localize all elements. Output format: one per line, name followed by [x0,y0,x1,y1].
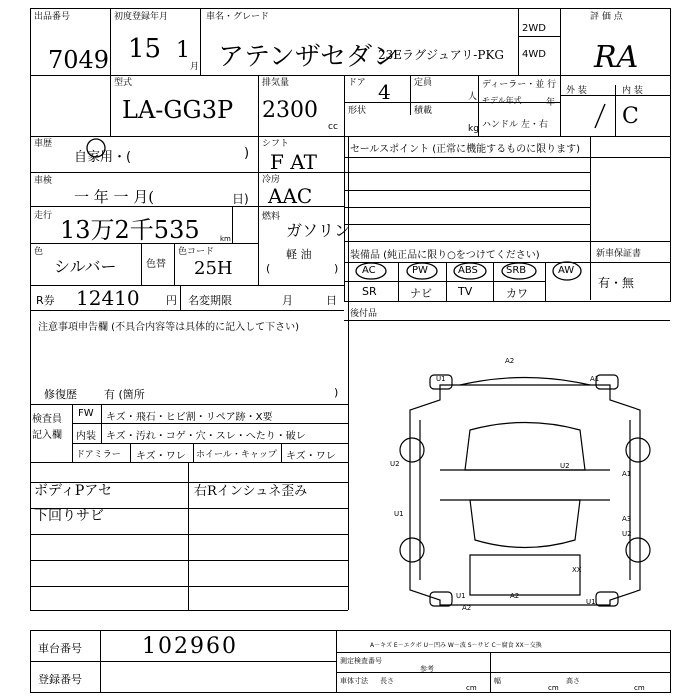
inspection-value: 一 年 一 月( [74,188,155,206]
first-reg-label: 初度登録年月 [114,12,169,22]
mark-u1-fl: U1 [436,375,446,383]
aircon-label: 冷房 [262,175,281,185]
chassis-label: 車台番号 [38,642,82,655]
transfer-day: 日 [326,294,337,307]
handwritten-note-2: 下回りサビ [34,508,104,524]
sub-label-3: 車体寸法 [340,677,368,685]
displacement-value: 2300 [262,98,318,123]
sub-label-cm1: cm [466,684,477,692]
warranty-label: 新車保証書 [596,249,642,259]
aircon-value: AAC [268,184,313,208]
fuel-diesel: 軽 油 [286,248,312,261]
door-value: 4 [378,80,391,104]
model-value: LA-GG3P [122,96,234,124]
equip-leather: カワ [506,287,528,300]
recycle-amount: 12410 [76,286,140,310]
door-label: ドア [348,78,366,88]
handle-label: ハンドル 左・右 [482,120,548,130]
repair-close: ) [334,386,339,399]
equipment-title: 装備品 (純正品に限り○をつけてください) [350,250,540,261]
sub-label-1: 測定検査番号 [340,657,382,665]
sub-label-length: 長さ [380,677,394,685]
displacement-label: 排気量 [262,78,290,88]
model-label: 型式 [114,78,133,88]
mark-xx: XX [572,566,582,574]
history-label: 車歴 [34,139,53,149]
interior-label: 内 装 [622,86,643,96]
mark-a1-fr: A1 [590,375,600,383]
equip-pw: PW [412,265,428,276]
fw-label: FW [78,408,94,419]
mirror-label: ドアミラー [76,450,121,460]
month-unit: 月 [190,62,200,72]
mark-a2-bl: A2 [462,604,472,612]
mark-a2-bottom: A2 [510,592,520,600]
lot-number: 7049 [48,46,110,74]
interior-score: C [622,104,639,129]
mileage-value: 13万2千535 [60,216,200,244]
equip-sr: SR [362,285,377,298]
mark-a3-right: A3 [622,515,632,523]
equip-abs: ABS [458,265,478,276]
lot-label: 出品番号 [34,12,71,22]
score-label: 評 価 点 [590,12,623,22]
load-label: 積載 [414,106,433,116]
cc-unit: cc [328,122,338,132]
reg-label: 登録番号 [38,673,82,686]
sales-point-title: セールスポイント (正常に機能するものに限ります) [350,144,581,155]
mileage-unit: km [220,235,231,243]
fuel-value: ガソリン [286,221,351,240]
transfer-month: 月 [282,294,293,307]
car-name: アテンザセダン [218,42,399,72]
mark-u2-left: U2 [390,460,400,468]
color-change-label: 色替 [146,259,166,270]
fw-items: キズ・飛石・ヒビ割・リペア跡・X要 [106,412,273,423]
fuel-paren-close: ) [334,262,339,275]
sub-label-height: 高さ [566,677,580,685]
drive-2wd: 2WD [522,23,546,34]
color-code: 25H [194,258,233,279]
kg-unit: kg [468,124,479,134]
sub-label-cm3: cm [634,684,645,692]
mark-a2-top: A2 [505,357,515,365]
shift-label: シフト [262,139,290,149]
equip-srb: SRB [506,265,527,276]
drive-4wd: 4WD [522,49,546,60]
equip-tv: TV [458,285,473,298]
wheel-items: キズ・ワレ [286,451,336,462]
mark-u1-left: U1 [394,510,404,518]
fuel-label: 燃料 [262,212,281,222]
handwritten-note-3: 右Rインシュネ歪み [194,484,308,499]
mark-u2-body: U2 [560,462,570,470]
mirror-items: キズ・ワレ [136,451,186,462]
equip-navi: ナビ [410,287,432,300]
handwritten-note-1: ボディPアセ [34,483,113,499]
transfer-label: 名変期限 [188,294,232,307]
notes-title: 注意事項申告欄 (不具合内容等は具体的に記入して下さい) [38,322,299,333]
mark-u1-br: U1 [586,598,596,606]
fuel-paren-open: ( [266,262,271,275]
color-code-label: 色コード [178,247,215,257]
score-value: RA [594,40,639,75]
history-value: 自家用・( [74,150,132,165]
person-unit: 人 [468,92,478,102]
history-close: ) [244,146,250,161]
chassis-number: 102960 [142,634,238,659]
inspection-day: 日) [232,192,249,206]
recycle-label: R券 [36,294,55,307]
mileage-label: 走行 [34,211,53,221]
grade: 23Eラグジュアリ-PKG [378,48,504,62]
mark-u2-right: U2 [622,530,632,538]
recycle-yen: 円 [166,294,177,307]
color-label: 色 [34,247,44,257]
wheel-label: ホイール・キャップ [196,450,277,460]
repair-label: 修復歴 [44,388,77,401]
warranty-value: 有・無 [598,276,635,290]
name-grade-label: 車名・グレード [206,12,270,22]
sub-label-2: 参考 [420,665,434,673]
damage-legend: A－キズ E－エクボ U－凹み W－波 S－サビ C－腐食 XX－交換 [370,642,542,649]
first-reg-month: 1 [176,38,190,63]
inspector-label-1: 検査員 [32,414,62,425]
interior-check-items: キズ・汚れ・コゲ・穴・スレ・へたり・破レ [106,431,306,442]
capacity-label: 定員 [414,78,433,88]
mark-u1-bl: U1 [456,592,466,600]
dealer-label: ディーラー・並 行 [482,80,557,90]
mark-a1-right: A1 [622,470,632,478]
inspection-label: 車検 [34,176,53,186]
car-diagram [400,375,650,606]
equip-ac: AC [362,265,376,276]
color-value: シルバー [54,257,117,276]
interior-check-label: 内装 [76,431,96,442]
equip-aw: AW [558,265,575,276]
year-unit: 年 [546,98,556,108]
repair-value: 有 (箇所 [104,388,145,401]
sub-label-cm2: cm [548,684,559,692]
sub-label-width: 幅 [494,677,501,685]
inspector-label-2: 記入欄 [32,430,62,441]
exterior-label: 外 装 [566,86,587,96]
model-year-label: モデル年式 [482,96,522,105]
post-install-label: 後付品 [350,309,378,319]
shape-label: 形状 [348,106,367,116]
first-reg-year: 15 [128,34,162,64]
shift-value: F AT [270,150,317,174]
